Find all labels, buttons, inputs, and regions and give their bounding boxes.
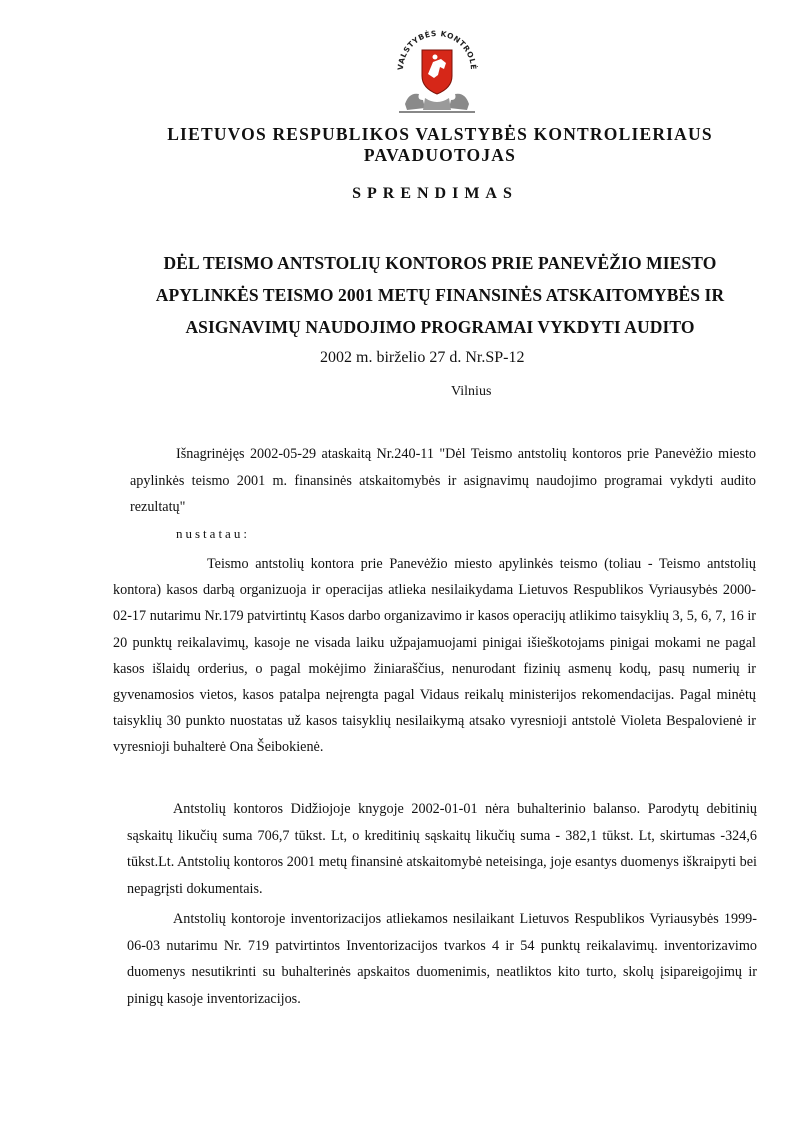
intro-text: Išnagrinėjęs 2002-05-29 ataskaitą Nr.240-11 "Dėl Teismo antstolių kontoros prie Panevėžio miesto apylinkės teismo 2001 m. finansinės atskaitomybės ir asignavimų naudojimo programai vykdyti audito rezultatų" [130, 446, 756, 515]
state-audit-logo [389, 28, 485, 116]
body-paragraph: Teismo antstolių kontora prie Panevėžio miesto apylinkės teismo (toliau - Teismo antstolių kontora) kasos darbą organizuoja ir operacijas atlieka nesilaikydama Lietuvos Respublikos Vyriausybės 2000-02-17 nutarimu Nr.179 patvirtintų Kasos darbo organizavimo ir kasos operacijų atlikimo taisyklių 3, 5, 6, 7, 16 ir 20 punktų reikalavimų, kasoje ne visada laiku užpajamuojami pinigai išieškotojams pinigai mokami ne pagal kasos išlaidų orderius, o pagal mokėjimo žiniaraščius, nenurodant fizinių asmenų kodų, pasų numerių ir gyvenamosios vietos, kasos patalpa neįrengta pagal Vidaus reikalų ministerijos rekomendacijas. Pagal minėtų taisyklių 30 punkto nuostatas už kasos taisyklių nesilaikymą atsako vyresnioji antstolė Violeta Bespalovienė ir vyresnioji buhalterė Ona Šeibokienė. [113, 556, 756, 756]
city: Vilnius [451, 384, 492, 399]
emblem-icon [389, 28, 485, 116]
document-type: SPRENDIMAS [352, 185, 518, 202]
institution-heading: LIETUVOS RESPUBLIKOS VALSTYBĖS KONTROLIERIAUS PAVADUOTOJAS [167, 124, 713, 165]
title-line: ASIGNAVIMŲ NAUDOJIMO PROGRAMAI VYKDYTI AUDITO [185, 317, 695, 337]
nustatau-label: nustatau: [176, 526, 250, 541]
body-paragraph: Antstolių kontoros Didžiojoje knygoje 2002-01-01 nėra buhalterinio balanso. Parodytų debitinių sąskaitų likučių suma 706,7 tūkst. Lt, o kreditinių sąskaitų likučių suma - 382,1 tūkst. Lt, skirtumas -324,6 tūkst.Lt. Antstolių kontoros 2001 metų finansinė atskaitomybė neteisinga, joje esantys duomenys iškraipyti bei nepagrįsti dokumentais. [127, 801, 757, 897]
logo-arc-text: VALSTYBĖS KONTROLĖ [395, 28, 479, 71]
title-line: APYLINKĖS TEISMO 2001 METŲ FINANSINĖS ATSKAITOMYBĖS IR [155, 285, 725, 305]
decision-date-number: 2002 m. birželio 27 d. Nr.SP-12 [320, 349, 525, 366]
intro-paragraph [130, 441, 756, 521]
title-line: DĖL TEISMO ANTSTOLIŲ KONTOROS PRIE PANEVĖŽIO MIESTO [163, 253, 717, 273]
body-paragraph: Antstolių kontoroje inventorizacijos atliekamos nesilaikant Lietuvos Respublikos Vyriausybės 1999-06-03 nutarimu Nr. 719 patvirtintos Inventorizacijos tvarkos 4 ir 54 punktų reikalavimų. inventorizavimo duomenys nesutikrinti su buhalterinės apskaitos duomenimis, neatliktos kito turto, skolų įsipareigojimų ir pinigų kasoje inventorizacijos. [127, 911, 757, 1007]
